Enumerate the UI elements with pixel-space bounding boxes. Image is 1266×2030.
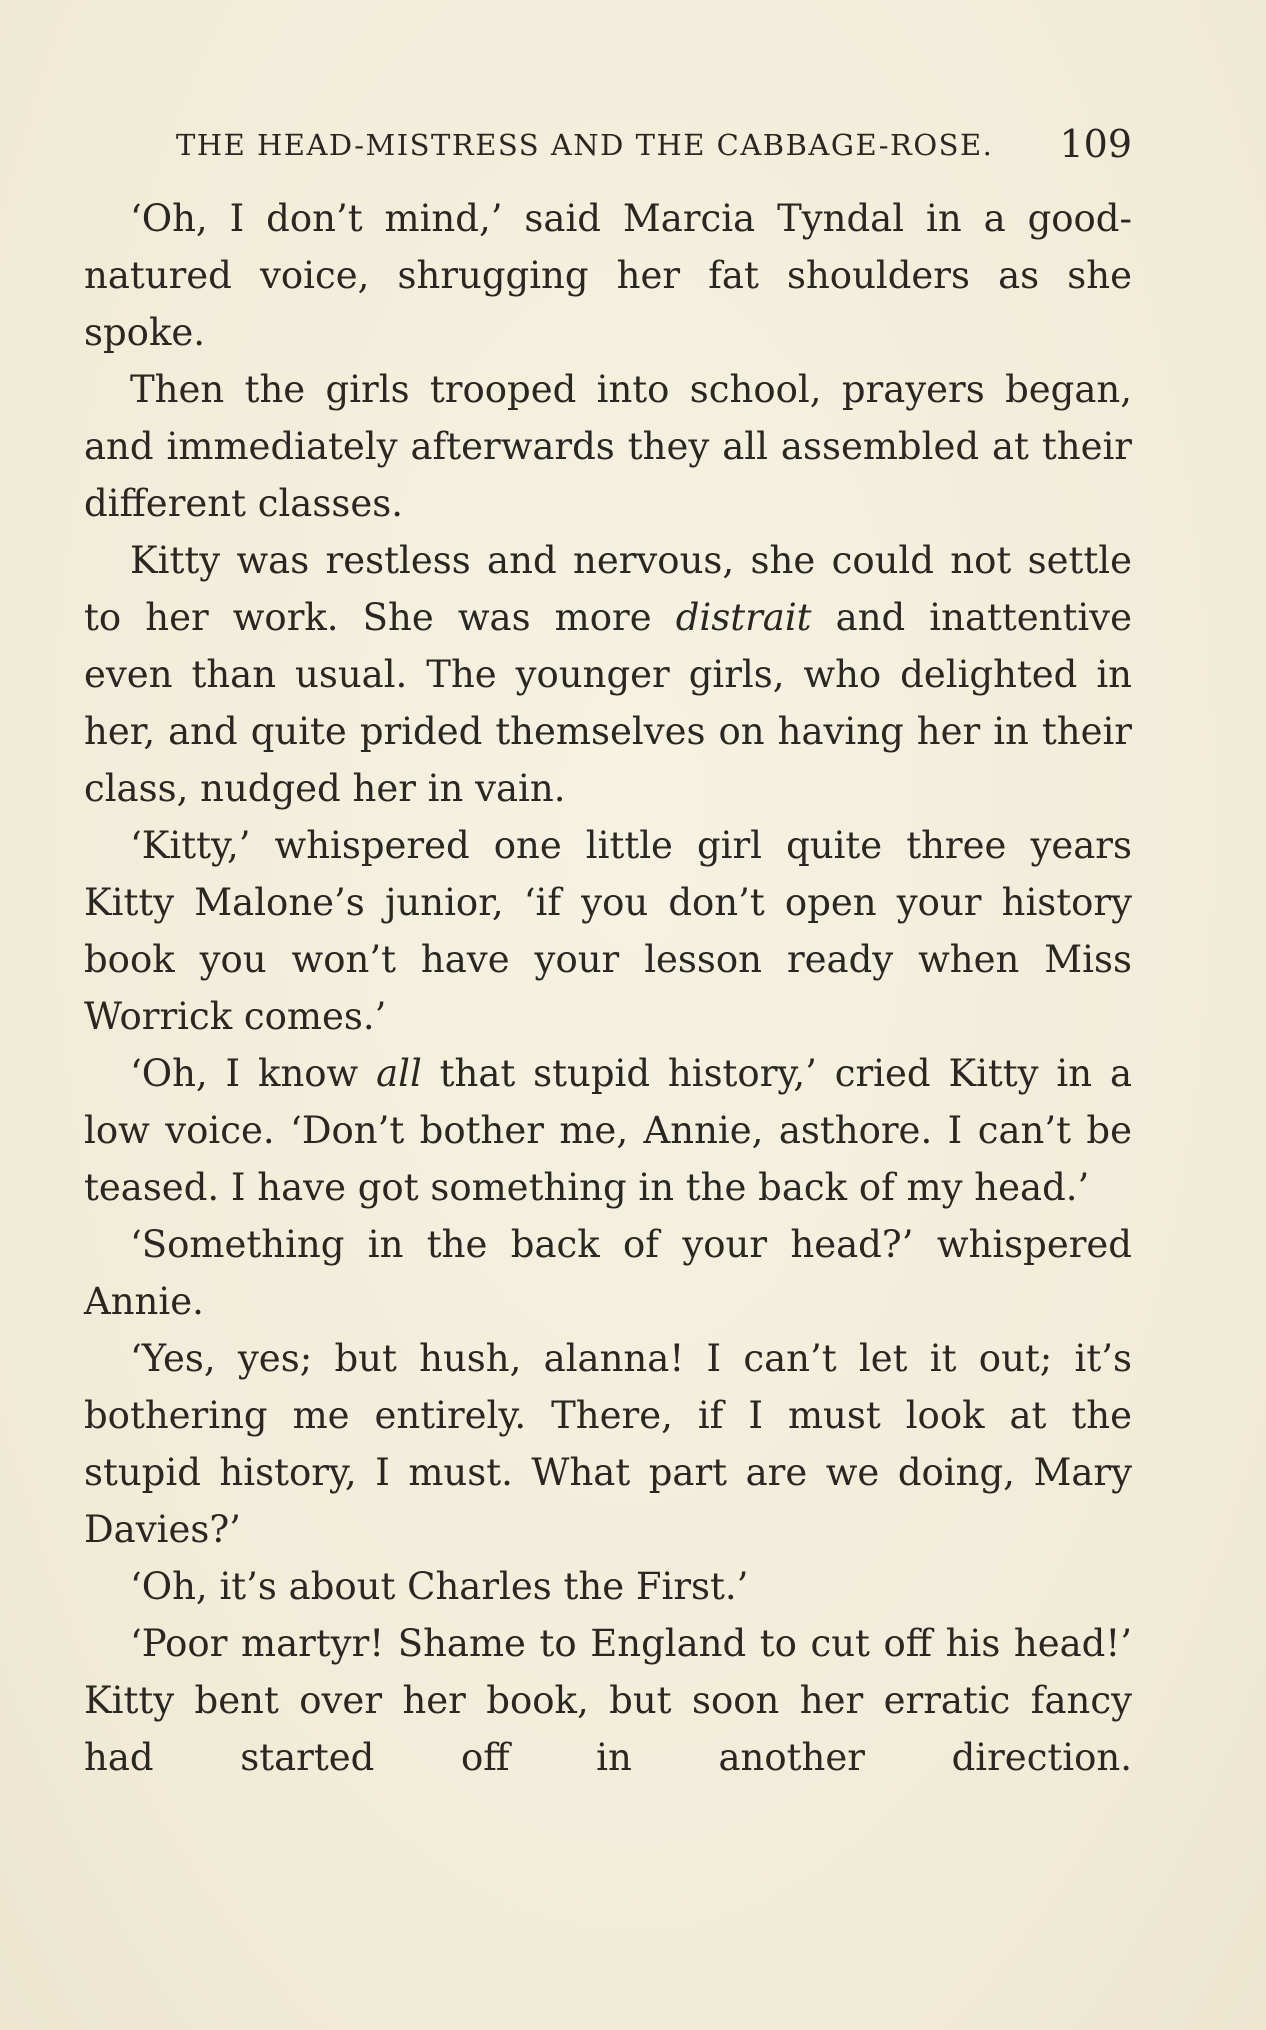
paragraph-text: ‘Poor martyr! Shame to England to cut off his head!’ Kitty bent over her book, but soon her erratic fancy had started off in another direction. — [84, 1622, 1132, 1779]
paragraph-text: ‘Something in the back of your head?’ whispered Annie. — [84, 1223, 1132, 1323]
paragraph-text — [84, 532, 1132, 817]
paragraph-text: ‘Yes, yes; but hush, alanna! I can’t let it out; it’s bothering me entirely. There, if I must look at the stupid history, I must. What part are we doing, Mary Davies?’ — [84, 1337, 1132, 1551]
text-run: ‘Oh, I know — [130, 1052, 377, 1095]
paragraph-9 — [84, 1615, 1132, 1786]
paragraph-text — [84, 1045, 1132, 1216]
paragraph-6 — [84, 1216, 1132, 1330]
italic-word: distrait — [675, 596, 812, 639]
paragraph-text: ‘Oh, I don’t mind,’ said Marcia Tyndal in a good-natured voice, shrugging her fat shoulders as she spoke. — [84, 197, 1132, 354]
paragraph-1 — [84, 190, 1132, 361]
text-run: Kitty was restless and nervous, she could not settle to her work. She was more — [84, 539, 1132, 639]
text-run: that stupid history,’ cried Kitty in a low voice. ‘Don’t bother me, Annie, asthore. I can’t be teased. I have got something in the back of my head.’ — [84, 1052, 1133, 1209]
body-text — [84, 190, 1132, 1786]
paragraph-4 — [84, 817, 1132, 1045]
paragraph-text: ‘Kitty,’ whispered one little girl quite three years Kitty Malone’s junior, ‘if you don’t open your history book you won’t have your lesson ready when Miss Worrick comes.’ — [84, 824, 1132, 1038]
paragraph-3 — [84, 532, 1132, 817]
paragraph-7 — [84, 1330, 1132, 1558]
paragraph-2 — [84, 361, 1132, 532]
running-title: THE HEAD-MISTRESS AND THE CABBAGE-ROSE. — [176, 128, 994, 162]
page-header — [176, 122, 1132, 168]
italic-word: all — [376, 1052, 422, 1095]
paragraph-text: Then the girls trooped into school, prayers began, and immediately afterwards they all assembled at their different classes. — [84, 368, 1132, 525]
paragraph-8 — [84, 1558, 1132, 1615]
paragraph-text: ‘Oh, it’s about Charles the First.’ — [130, 1565, 749, 1608]
page-number: 109 — [1059, 122, 1132, 166]
text-run: and inattentive even than usual. The younger girls, who delighted in her, and quite prided themselves on having her in their class, nudged her in vain. — [84, 596, 1132, 810]
paragraph-5 — [84, 1045, 1132, 1216]
